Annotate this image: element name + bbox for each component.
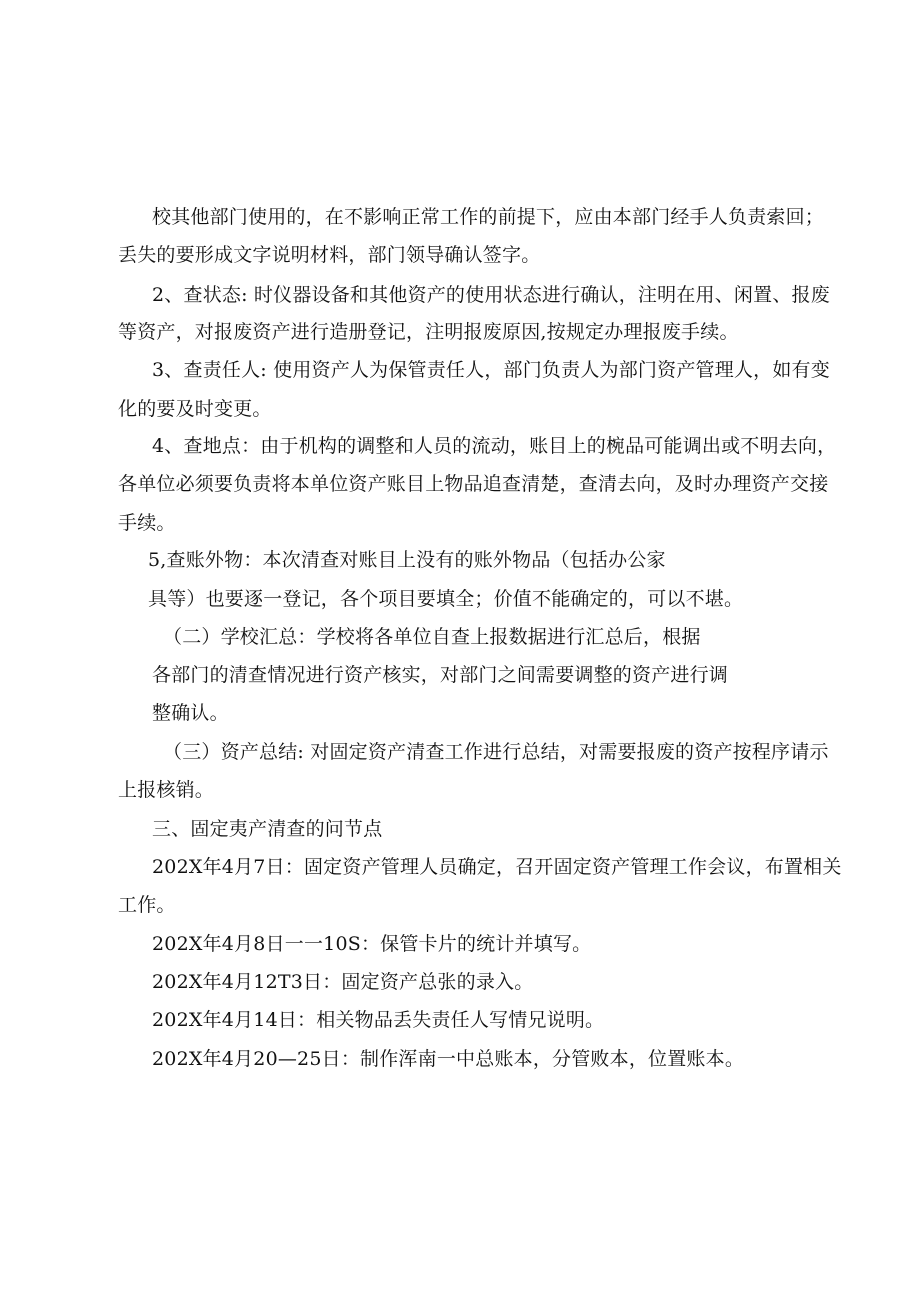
- text-line: 4、查地点：由于机构的调整和人员的流动，账目上的椀品可能调出或不明去向，: [152, 435, 837, 457]
- text-line: 202X年4月20—25日：制作浑南一中总账本，分管败本，位置账本。: [152, 1048, 745, 1070]
- text-line: 上报核销。: [118, 779, 215, 801]
- text-line: 202X年4月7日：固定资产管理人员确定，召开固定资产管理工作会议，布置相关: [152, 856, 842, 878]
- text-line: 整确认。: [152, 702, 229, 724]
- text-line: （二）学校汇总：学校将各单位自查上报数据进行汇总后，根据: [163, 626, 701, 648]
- text-line: 工作。: [118, 894, 176, 916]
- text-line: 202X年4月8日一一10S：保管卡片的统计并填写。: [152, 933, 592, 955]
- text-line: 化的要及时变更。: [118, 398, 272, 420]
- text-line: 2、查状态: 时仪器设备和其他资产的使用状态进行确认，注明在用、闲置、报废: [152, 284, 830, 306]
- text-line: 各部门的清查情况进行资产核实，对部门之间需要调整的资产进行调: [152, 664, 729, 686]
- text-line: （三）资产总结: 对固定资产清查工作进行总结，对需要报废的资产按程序请示: [163, 741, 829, 763]
- text-line: 202X年4月12T3日：固定资产总张的录入。: [152, 971, 534, 993]
- text-line: 5,查账外物：本次清查对账目上没有的账外物品（包括办公家: [148, 549, 666, 571]
- section-heading: 三、固定夷产清查的问节点: [152, 818, 383, 840]
- text-line: 各单位必须要负责将本单位资产账目上物品追查清楚，查清去向，及时办理资产交接: [118, 473, 829, 495]
- text-line: 3、查责任人: 使用资产人为保管责任人，部门负责人为部门资产管理人，如有变: [152, 359, 830, 381]
- text-line: 丢失的要形成文字说明材料，部门领导确认签字。: [118, 244, 541, 266]
- text-line: 具等）也要逐一登记，各个项目要填全；价值不能确定的，可以不堪。: [148, 588, 744, 610]
- text-line: 等资产，对报废资产进行造册登记，注明报废原因,按规定办理报废手续。: [118, 321, 739, 343]
- text-line: 校其他部门使用的，在不影响正常工作的前提下，应由本部门经手人负责索回；: [152, 206, 825, 228]
- text-line: 202X年4月14日：相关物品丢失责任人写情兄说明。: [152, 1009, 605, 1031]
- text-line: 手续。: [118, 512, 176, 534]
